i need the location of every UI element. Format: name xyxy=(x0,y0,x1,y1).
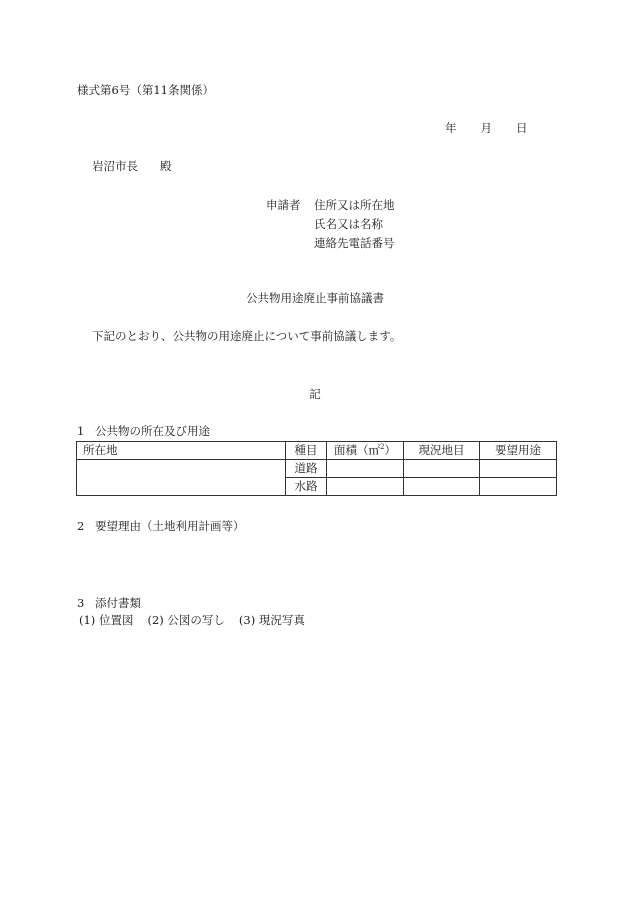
section-3-title: 添付書類 xyxy=(95,596,141,610)
header-location: 所在地 xyxy=(77,442,286,460)
form-number: 様式第6号（第11条関係） xyxy=(77,83,214,97)
section-2-heading xyxy=(77,521,245,533)
area-cell xyxy=(327,460,404,478)
document-title: 公共物用途廃止事前協議書 xyxy=(246,291,384,305)
section-3-heading xyxy=(77,598,141,610)
applicant-fields xyxy=(314,200,395,257)
header-area-text: 面積（㎡ xyxy=(334,443,381,458)
area-cell xyxy=(327,478,404,496)
addressee xyxy=(92,161,172,173)
requested-use-cell xyxy=(480,478,557,496)
addressee-mayor: 岩沼市長 xyxy=(92,159,138,173)
section-1-heading xyxy=(77,426,210,438)
kind-cell: 水路 xyxy=(286,478,327,496)
table-row xyxy=(77,460,557,478)
date-line xyxy=(445,123,528,135)
header-area-close: ） xyxy=(384,443,396,458)
date-day: 日 xyxy=(516,121,528,135)
header-current-use: 現況地目 xyxy=(404,442,480,460)
applicant-address: 住所又は所在地 xyxy=(314,198,395,212)
header-area-sup: 2 xyxy=(380,443,385,452)
addressee-honorific: 殿 xyxy=(160,159,172,173)
section-1-title: 公共物の所在及び用途 xyxy=(95,424,210,438)
date-month: 月 xyxy=(480,121,492,135)
location-cell xyxy=(77,460,286,496)
applicant-name: 氏名又は名称 xyxy=(314,217,383,231)
attachment-location-map: (1) 位置図 xyxy=(79,613,134,627)
applicant-label: 申請者 xyxy=(266,198,301,212)
current-use-cell xyxy=(404,460,480,478)
section-2-number: 2 xyxy=(77,519,85,533)
current-use-cell xyxy=(404,478,480,496)
public-property-table xyxy=(76,441,557,496)
header-kind: 種目 xyxy=(286,442,327,460)
table-header-row xyxy=(77,442,557,460)
section-2-title: 要望理由（土地利用計画等） xyxy=(95,519,245,533)
applicant-phone: 連絡先電話番号 xyxy=(314,236,395,250)
body-text: 下記のとおり、公共物の用途廃止について事前協議します。 xyxy=(92,329,402,343)
date-year: 年 xyxy=(445,121,457,135)
ki-heading: 記 xyxy=(309,387,321,401)
requested-use-cell xyxy=(480,460,557,478)
header-area xyxy=(327,442,404,460)
attachment-list xyxy=(79,615,319,627)
attachment-site-photos: (3) 現況写真 xyxy=(238,613,305,627)
header-requested-use: 要望用途 xyxy=(480,442,557,460)
section-1-number: 1 xyxy=(77,424,85,438)
attachment-cadastral-map: (2) 公図の写し xyxy=(147,613,225,627)
kind-cell: 道路 xyxy=(286,460,327,478)
section-3-number: 3 xyxy=(77,596,85,610)
